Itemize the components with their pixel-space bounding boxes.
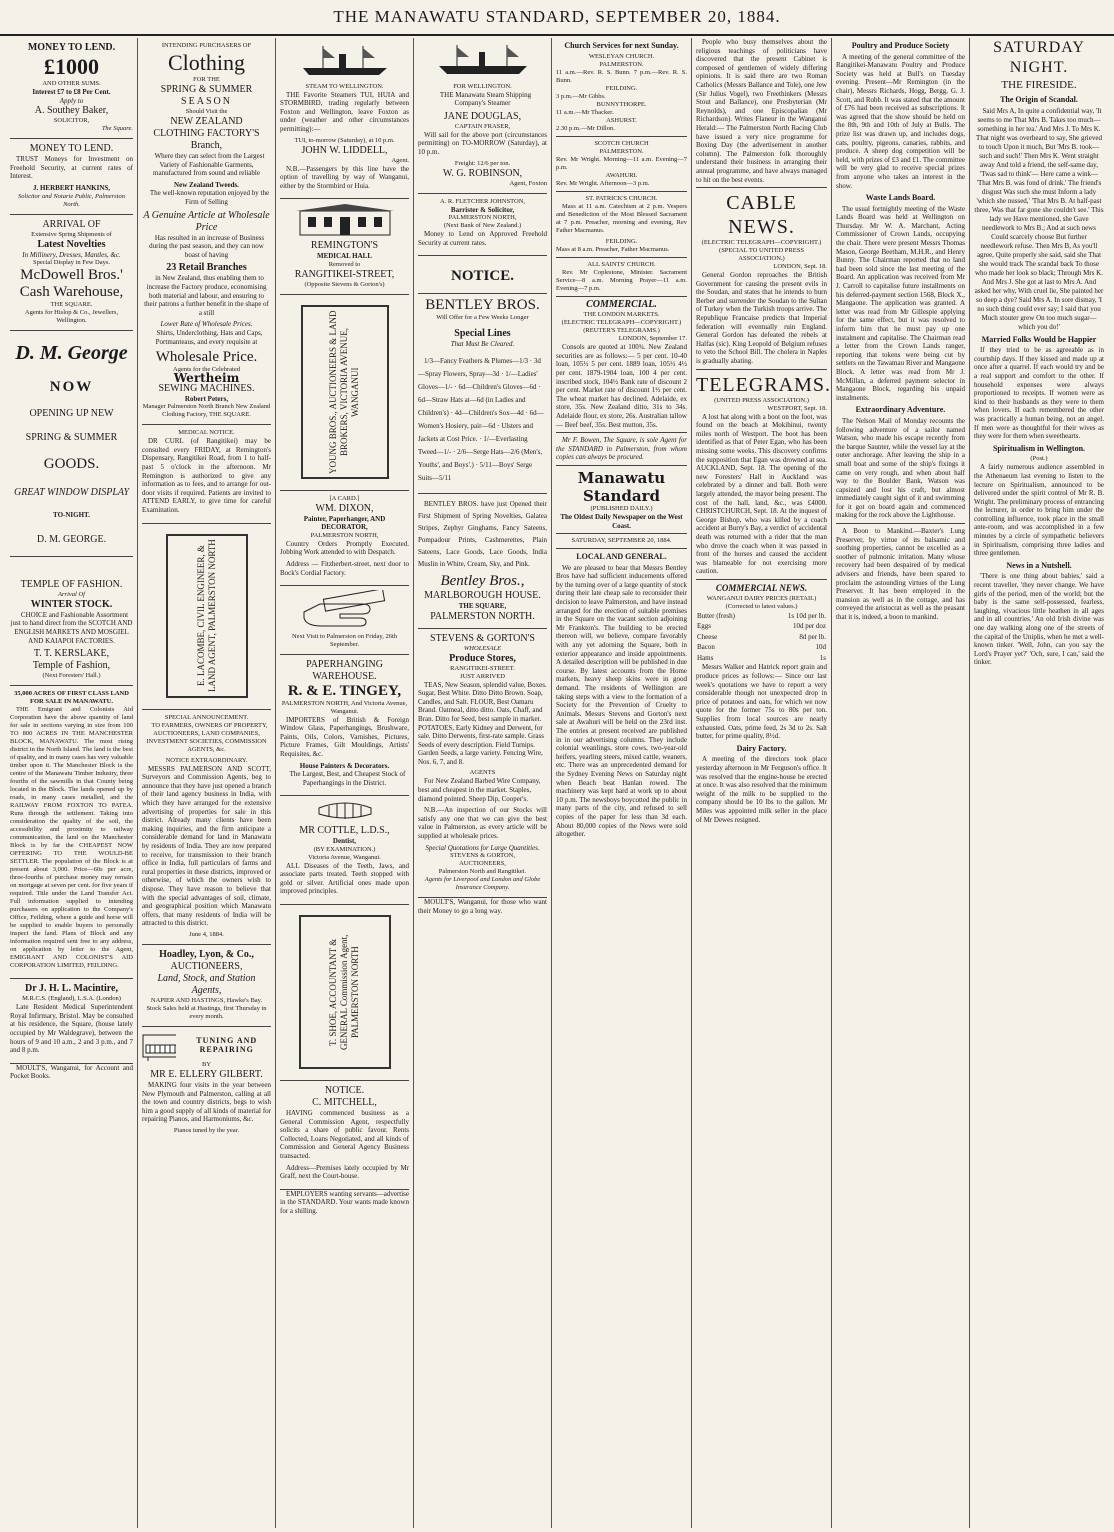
ad-special: Special Lines	[454, 328, 511, 340]
column-2	[138, 38, 276, 1528]
ad-title: MEDICAL NOTICE.	[178, 429, 235, 437]
ad-title: STEAM TO WELLINGTON.	[305, 82, 384, 90]
ad-machines: SEWING MACHINES.	[158, 382, 255, 394]
ad-genuine: A Genuine Article at Wholesale Price	[143, 209, 270, 233]
ad-name: BENTLEY BROS.	[425, 297, 540, 314]
ad-branch: Branch,	[190, 140, 223, 151]
section-heading: News in a Nutshell.	[1006, 560, 1072, 570]
ad-agent-role: Agent, Foxton	[509, 179, 547, 187]
dairy-row	[696, 621, 827, 632]
paper-daily: (PUBLISHED DAILY.)	[590, 504, 653, 512]
dairy-item: Hams	[697, 653, 714, 662]
doctor-ad	[10, 979, 133, 1064]
section-heading: Married Folks Would be Happier	[981, 334, 1097, 344]
ad-auct: AUCTIONEERS,	[459, 860, 506, 868]
dairy-table	[696, 611, 827, 664]
section-heading: Dairy Factory.	[736, 743, 787, 753]
dairy-item: Cheese	[697, 632, 718, 641]
ad-body: Where they can select from the Largest Variety of Fashionable Garments, manufactured from sound and reliable	[153, 152, 265, 178]
section-sub: THE FIRESIDE.	[1001, 79, 1077, 91]
ad-title: SPECIAL ANNOUNCEMENT.	[164, 713, 249, 721]
ad-arrived: JUST ARRIVED	[460, 672, 505, 680]
section-heading: TELEGRAMS.	[696, 373, 831, 396]
column-3	[276, 38, 414, 1528]
ad-lp: Agents for Liverpool and London and Globe Insurance Company.	[424, 876, 541, 892]
ad-name: MR COTTLE, L.D.S.,	[299, 825, 390, 837]
nutshell-body: 'There is one thing about babies,' said a recent traveller, 'they never change. We have girls of the period, men of the world; but the baby is the same self-possessed, fearless, laughing, vivacious little heathen in all ages and in all countries.' An old Irish divine was one day walking along one of the streets of the capital of the Uniplis, when he met a well-known tinker. 'Well, John, can you say the Lord's Prayer yet?' 'Och, sure, I can,' said the tinker.	[974, 572, 1104, 667]
ad-house: House Painters & Decorators.	[299, 761, 390, 770]
ad-title-2: NOTICE EXTRAORDINARY.	[165, 756, 248, 764]
church-times: 2.30 p.m.—Mr Dillon.	[556, 124, 615, 132]
factory-body: A meeting of the directors took place yesterday afternoon in Mr Ferguson's office. It was resolved that the engine-house be erected at once. It was also resolved that the minimum weight of the milk to be supplied to the company should be 10 lbs to the gallon. Mr Miles was appointed milk seller in the place of Mr Dewes resigned.	[696, 755, 827, 824]
extra-body: The Nelson Mail of Monday recounts the following adventure of a sailor named Watson, who made his escape recently from the barque Saunter, while the vessel lay at the outer anchorage. After leaving the ship in a small boat and some of the ship's fixings it came on very rough, and when about half way to the Boulder Bank, Watson was capsized and lost his craft, but almost immediately caught sight of it and swimming for it got on board again and commenced making for the rock above the Lighthouse.	[836, 416, 965, 520]
ad-cleared: That Must Be Cleared.	[450, 340, 515, 349]
markets-source: (ELECTRIC TELEGRAPH—COPYRIGHT.) (REUTER'S TELEGRAMS.)	[561, 319, 682, 335]
section-heading: COMMERCIAL.	[586, 298, 657, 310]
ad-agents-body: For New Zealand Barbed Wire Company, best and cheapest in the market. Staples, diamond pointed. Sheep Dip, Cooper's.	[418, 777, 541, 803]
ad-body: TEAS, New Season, splendid value, Boxes. Sugar, Best White. Ditto Ditto Brown. Soap, Candles, and Salt. FLOUR, Best Oamaru Brand. Oatmeal, ditto ditto. Oats, Chaff, and Bran. Ditto for Seed, best sample in market. POTATOES, Early Kidney and Derwent, for sale. Ditto Derwents, first-rate sample. Grass Seeds of every description. Field Turnips. Garden Seeds, a large variety. Fencing Wire, Nos. 6, 7, and 8.	[418, 680, 547, 766]
young-text: YOUNG BROS., AUCTIONEERS & LAND BROKERS, VICTORIA AVENUE, WANGANUI	[328, 309, 360, 474]
ad-agents: Agents for Hislop & Co., Jewellers, Wellington.	[24, 309, 119, 325]
masthead: THE MANAWATU STANDARD, SEPTEMBER 20, 1884.	[0, 0, 1114, 36]
ad-factory: CLOTHING FACTORY'S	[153, 128, 260, 139]
teeth-icon	[315, 800, 375, 822]
church-place: FEILDING.	[605, 237, 638, 245]
ad-nb: N.B.—An inspection of our Stocks will satisfy any one that we can give the best value in Palmerston, as every article will be supplied at wholesale prices.	[418, 806, 547, 841]
ad-body: THE Manawatu Steam Shipping Company's Steamer	[439, 90, 532, 108]
dairy-row	[696, 632, 827, 643]
dairy-row	[696, 611, 827, 622]
shoe-text: T. SHOE, ACCOUNTANT & GENERAL Commission Agent, PALMERSTON NORTH	[328, 934, 360, 1050]
ad-signature: D. M. GEORGE.	[36, 533, 107, 545]
dairy-body: Messrs Walker and Hatrick report grain and produce prices as follows:— Since our last week's quotations we have to report a very considerable though not unexpected drop in price of potatoes and oats, for which we now quote for the former 75s to 80s per ton. Supplies from local sources are nearly exhausted. Oats, prime feed, 2s 3d to 2s. Salt butter, for prime quality, 8½d.	[696, 663, 827, 741]
dairy-item: Butter (fresh)	[697, 611, 735, 620]
section-heading: LOCAL AND GENERAL.	[576, 552, 667, 562]
ad-name: WM. DIXON,	[315, 502, 374, 514]
ad-quals: M.R.C.S. (England), L.S.A. (London)	[22, 995, 121, 1003]
shoe-box	[299, 915, 391, 1069]
markets-date: LONDON, September 17.	[618, 335, 687, 343]
section-heading: Waste Lands Board.	[865, 193, 936, 203]
ad-body: ALL Diseases of the Teeth, Jaws, and associate parts treated. Teeth stopped with gold or silver. Artificial ones made upon improved principles.	[280, 861, 409, 896]
ad-special: Special Quotations for Large Quantities.	[425, 843, 540, 852]
ad-name: REMINGTON'S	[310, 239, 379, 251]
section-heading: Poultry and Produce Society	[851, 41, 950, 50]
special-announcement	[142, 710, 271, 945]
ad-name: MR E. ELLERY GILBERT.	[150, 1068, 263, 1080]
ad-agents: Agents for the Celebrated	[173, 366, 240, 374]
ad-wholesale: WHOLESALE	[463, 644, 502, 652]
young-bros-card	[280, 295, 409, 491]
section-heading: Spiritualism in Wellington.	[992, 443, 1086, 453]
dairy-row	[696, 642, 827, 653]
boon-body: A Boon to Mankind.—Baxter's Lung Preserver, by virtue of its balsamic and soothing properties, cannot be excelled as a soother of pulmonic irritation. Many whose recovery had been despaired of by medical advisers and friends, have been spared to proclaim the astounding virtues of the Lung Preserver. It has been employed in the mansion as well as in the cottage, and has conveyed the aristocrat as well as the peasant that it is, indeed, a boon to mankind.	[836, 527, 965, 621]
ad-address: MARLBOROUGH HOUSE.	[424, 589, 541, 601]
ad-goods: GOODS.	[43, 456, 100, 473]
spiritualism-post: (Post.)	[1030, 455, 1048, 463]
dairy-title: WANGANUI DAIRY PRICES (RETAIL)	[706, 594, 817, 602]
ad-rep: The well-known reputation enjoyed by the Firm of Selling	[149, 189, 270, 206]
ad-name: R. & E. TINGEY,	[287, 682, 402, 699]
ad-produce: Produce Stores,	[449, 652, 516, 664]
ad-open: OPENING UP NEW	[29, 408, 114, 420]
ad-highlight: WINTER STOCK.	[30, 598, 113, 610]
ad-role: Barrister & Solicitor,	[450, 205, 515, 214]
church-times: Rev. Mr Wright. Morning—11 a.m. Evening—7 p.m.	[556, 155, 687, 171]
ad-name: STEVENS & GORTON'S	[430, 632, 535, 644]
ad-branches: 23 Retail Branches	[166, 262, 247, 274]
hoadley-ad	[142, 945, 271, 1027]
ad-amount: £1000	[44, 54, 99, 79]
ad-body: Money to Lend on Approved Freehold Security at current rates.	[418, 230, 547, 247]
ad-body: Next Visit to Palmerston on Friday, 26th September.	[291, 632, 398, 648]
dairy-row	[696, 653, 827, 664]
column-6	[692, 38, 832, 1528]
ad-name: J. HERBERT HANKINS,	[32, 183, 111, 192]
ad-apply: Apply to	[59, 96, 84, 105]
ad-title: Clothing	[167, 50, 245, 75]
ad-body: CHOICE and Fashionable Assortment just to hand direct from the SCOTCH AND ENGLISH MARKETS AND MOSGIEL AND KAIAPOI FACTORIES.	[10, 610, 133, 645]
ad-name: D. M. George	[15, 342, 128, 365]
employers-ad: EMPLOYERS wanting servants—advertise in the STANDARD. Your wants made known for a shilling.	[280, 1189, 409, 1215]
ad-sub: Arrival Of	[58, 590, 85, 598]
ad-agents: AGENTS	[469, 769, 496, 777]
agent-notice: Mr F. Bowen, The Square, is sole Agent for the STANDARD in Palmerston, from whom copies can always be procured.	[556, 436, 687, 462]
ad-role: AUCTIONEERS,	[170, 960, 243, 972]
ad-pre: INTENDING PURCHASERS OF	[161, 42, 252, 49]
ad-script: Bentley Bros.,	[440, 572, 525, 589]
church-times: Rev. Mr Wright. Afternoon—3 p.m.	[556, 179, 650, 187]
ad-goods: In Millinery, Dresses, Mantles, &c.	[22, 250, 121, 259]
church-place: BUNNYTHORPE.	[596, 100, 647, 108]
telegrams-source: (UNITED PRESS ASSOCIATION.)	[714, 396, 809, 404]
section-title: SATURDAY NIGHT.	[993, 39, 1085, 76]
ad-sub: Extensive Spring Shipments of	[31, 230, 112, 238]
church-times: Mass at 11 a.m. Catechism at 2 p.m. Vespers and Benediction of the Most Blessed Sacrament at 7 p.m. Preacher, morning and evening, Rev Father Macmanus.	[556, 202, 687, 234]
ad-name: C. MITCHELL,	[312, 1097, 377, 1108]
steamship-icon	[295, 44, 395, 78]
cable-date: LONDON, Sept. 18.	[773, 263, 827, 271]
poem-body: Said Mrs A, In quite a confidential way, 'It seems to me That Mrs B. Takes too much—something in her tea.' And Mrs J. To Mrs K. That night was overheard to say, She grieved to touch Upon it much, But 'Mrs B. took—such and such!' Then Mrs K. Went straight away And told a friend, the self-same day, 'Twas sad to think'— Here came a wink— 'That Mrs B. was fond of drink.' The friend's disgust Was such she must Inform a lady 'which she nussed,' 'That Mrs B. At half-past three, Was that far gone she couldn't see.' This lady we Have mentioned, she Gave needlework to Mrs B.; And at such news Could scarcely choose But further needlework refuse. Then Mrs B, As you'll agree, Quite properly she said, said she That she would track The scandal back To those who made her look so black; Through Mrs K. And Mrs J. She got at last to Mrs A. And asked her why, With cruel lie, She painted her so deep a dye? Said Mrs A. In sore dismay, 'I no such thing could ever say; I said that you Much stouter grew On too much sugar—which you do!'	[974, 106, 1104, 331]
cottle-ad	[280, 796, 409, 905]
ad-name: Hoadley, Lyon, & Co.,	[159, 948, 254, 960]
steamship-icon	[433, 44, 533, 78]
church-name: ALL SAINTS' CHURCH.	[587, 260, 656, 268]
ad-next: (Next Bank of New Zealand.)	[443, 222, 522, 230]
ad-opp: (Opposite Stevens & Gorton's)	[304, 280, 385, 288]
ad-body: THE Emigrant and Colonists Aid Corporation have the above quantity of land for sale in sections varying in size from 100 TO 800 ACRES IN THE MANCHESTER BLOCK, MANAWATU. The most rising district in the North Island. The land is the best of quality, and in many cases has very valuable timber upon it. The Manchester Block is the centre of the Manawatu Timber Industry, three fourths of the sawmills in that County being located in the Block. The lands opened up by roads, in many cases metalled, and the RAILWAY FROM FOXTON TO PATEA. Runs through the settlement. Taking into consideration the quality of the soil, the accessibility and proximity to railway communication, the land on the Manchester Block is by far the CHEAPEST NOW OFFERING TO THE WOULD-BE SETTLER. The population of the Block is at present about 3,000. Price—60s per acre, three-fourths of purchase money may remain on mortgage at seven per cent. for five years if required. Title under the Land Transfer Act. Full information supplied to intending purchasers on application to the Company's Office, Feilding, where a guide and horse will be supplied to enable buyers to personally inspect the land. Plans of Block and any information required sent free to any address, on application by letter to the Agent, EMIGRANT AND COLONIST'S AID CORPORATION LIMITED, FEILDING.	[10, 706, 133, 970]
ad-note: Stock Sales held at Hastings, first Thursday in every month.	[146, 1004, 267, 1020]
clothing-factory-ad	[142, 38, 271, 425]
mitchell-ad	[280, 1081, 409, 1190]
ad-nz: NEW ZEALAND	[170, 116, 243, 127]
ad-name: T. T. KERSLAKE,	[33, 648, 110, 660]
tingey-ad	[280, 655, 409, 797]
tuning-ad	[142, 1027, 271, 1140]
ad-manager-role: Manager Palmerston North Branch New Zealand Clothing Factory, THE SQUARE.	[142, 403, 271, 419]
dairy-item: Bacon	[697, 643, 715, 652]
ad-body: Late Resident Medical Superintendent Royal Infirmary, Bristol. May be consulted at his residence, the Square, (house lately occupied by Mr Waldegrave), between the hours of 9 and 10 a.m., 2 and 3 p.m., and 7 and 8 p.m.	[10, 1003, 133, 1055]
ad-title: MONEY TO LEND.	[27, 42, 116, 53]
section-heading: CABLE NEWS.	[726, 192, 797, 239]
section-heading: Extraordinary Adventure.	[855, 405, 946, 415]
ad-wertheim: Wertheim	[173, 371, 240, 386]
medical-notice	[142, 425, 271, 523]
ad-pn: PALMERSTON NORTH.	[430, 610, 535, 622]
lacombe-text: E. LACOMBE, CIVIL ENGINEER, & LAND AGENT, PALMERSTON NORTH	[195, 539, 217, 693]
dairy-price: 8d per lb.	[799, 632, 826, 641]
bentley-ad	[418, 256, 547, 494]
ad-freight: Freight: 12/6 per ton.	[454, 159, 511, 167]
ad-card: [A CARD.]	[329, 494, 360, 502]
remington-ad	[280, 199, 409, 294]
ad-sq: THE SQUARE,	[458, 601, 507, 610]
ad-title: ARRIVAL OF	[42, 218, 101, 230]
ad-title: 35,000 ACRES OF FIRST CLASS LAND FOR SALE IN MANAWATU.	[14, 690, 129, 706]
cable-source: (ELECTRIC TELEGRAPH—COPYRIGHT.) (SPECIAL TO UNITED PRESS ASSOCIATION.)	[701, 239, 822, 263]
ad-body: BENTLEY BROS. have just Opened their First Shipment of Spring Novelties, Galatea Stripes, Zephyr Ginghams, Fancy Sateens, Pompadour Prints, Cashmerettes, Plain Sateens, Lace Goods, Lace Goods, India Muslin in White, Cream, Sky, and Pink.	[418, 499, 547, 568]
article-body: People who busy themselves about the religious teachings of politicians have discovered that the present Cabinet is composed of gentlemen of widely differing opinions. It is said there are two Roman Catholics (Messrs Ballance and Tole), one Jew (Sir Julius Vogel), two Freethinkers (Messrs Stout and Ballance), one Presbyterian (Mr Reynolds), and one Episcopalian (Mr Richardson). Writes Flaneur in the Wanganui Herald:— The Palmerston North Racing Club have issued a very nice programme for Boxing Day (the advertisement in another column). The Palmerston folk thoroughly understand their business in arranging their annual programme, and have always managed to hit on the best events.	[696, 38, 827, 184]
ad-address: PALMERSTON NORTH, And Victoria Avenue, Wanganui.	[281, 699, 408, 715]
ad-address: Victoria Avenue, Wanganui.	[308, 853, 381, 861]
ad-body: TO FARMERS, OWNERS OF PROPERTY, AUCTIONEERS, LAND COMPANIES, INVESTMENT SOCIETIES, COMMISSION AGENTS, &c.	[146, 721, 268, 753]
ad-by: BY	[201, 1060, 212, 1068]
ad-body-2: MESSRS PALMERSON AND SCOTT, Surveyors and Commission Agents, beg to announce that they have just opened a branch of their land agency business in India, with which they have arranged for the extensive advertising of properties for sale in this district. Already many clients have been making inquiries, and the firm anticipate a considerable demand for land in Manawatu by residents of India. They are now prepared to receive, for transmission to their branch office in India, full particulars of farms and rural properties in these districts, improved or otherwise, of which the owners wish to dispose. They have reason to believe that with the special advantages of soil, climate, and geographical position which Manawatu offers, that many residents of India will be attracted to this district.	[142, 764, 271, 928]
markets-title: THE LONDON MARKETS.	[583, 311, 660, 319]
ad-pn: Palmerston North and Rangitikei.	[438, 868, 527, 876]
ad-address: (Next Foresters' Hall.)	[42, 672, 101, 680]
ad-note: Special Display in Few Days.	[32, 259, 111, 267]
ad-body: DR CURL (of Rangitikei) may be consulted every FRIDAY, at Remington's Dispensary, Rangitikei Road, from 1 to half-past 5 o'clock in the afternoon. Mr Remington is authorized to give any information as to fees, and to arrange for out-door visits if required. Patients are invited to ATTEND EARLY, to give time for careful Examination.	[142, 437, 271, 515]
poem-title: The Origin of Scandal.	[1000, 95, 1078, 104]
ad-title: TUNING AND REPAIRING	[196, 1036, 258, 1054]
church-name: WESLEYAN CHURCH.	[588, 52, 655, 60]
spiritualism-body: A fairly numerous audience assembled in the Athenaeum last evening to listen to the lecture on Spiritualism, announced to be delivered under the spirit control of Mr R. B. Wright. The preliminary process of entrancing the lecturer, in order to bring him under the controlling influence, took place in the small ante-room, and was accomplished in a few minutes by a circle of sympathetic believers in Spiritualism, comprising three ladies and three gentlemen.	[974, 463, 1104, 558]
telegrams-date: WESTPORT, Sept. 18.	[767, 404, 827, 412]
ad-now: NOW	[49, 379, 94, 396]
ad-visit: Should Visit the	[185, 108, 228, 115]
ad-body: TRUST Moneys for Investment on Freehold Security, at current rates of Interest.	[10, 155, 133, 181]
ad-street: RANGITIKEI-STREET,	[294, 268, 395, 280]
money-to-lend-ad	[10, 38, 133, 139]
ad-agent-role: Agent.	[391, 156, 409, 164]
ad-date: June 4, 1884.	[189, 930, 224, 938]
paper-oldest: The Oldest Daily Newspaper on the West Coast.	[560, 512, 683, 530]
fletcher-ad	[418, 194, 547, 257]
ad-sail: Will sail for the above port (circumstances permitting) on TO-MORROW (Saturday), at 10 p.m.	[418, 130, 547, 156]
ad-name: A. Southey Baker,	[34, 105, 109, 117]
ad-nb: N.B.—Passengers by this line have the option of travelling by way of Wanganui, either by the Stormbird or Huia.	[280, 164, 409, 190]
ad-shop: Temple of Fashion,	[32, 660, 111, 672]
ad-body: Country Orders Promptly Executed. Jobbing Work attended to with Despatch.	[280, 539, 409, 557]
ad-address: The Square.	[101, 125, 133, 133]
ad-body: MAKING four visits in the year between New Plymouth and Palmerston, calling at all the town and country districts, begs to wish him a good supply of all kinds of material for repairing Pianos, and Harmoniums, &c.	[142, 1080, 271, 1124]
lacombe-card	[142, 524, 271, 710]
ad-address: NAPIER AND HASTINGS, Hawke's Bay.	[150, 996, 263, 1004]
ad-items: 1/3—Fancy Feathers & Plumes—1/3 · 3d—Spray Flowers, Spray—3d · 1/—Ladies' Gloves—1/- · 6d—Children's Gloves—6d · 6d—Straw Hats at—6d (in Ladies and Children's) · 4d—Children's Sox—4d · 6d—Women's Hosiery, pair—6d · Ulsters and Jackets at Cost Price. · 1/—Everlasting Tweed—1/- · 2/6—Serge Hats—2/6 (Men's, Youths', and Boys'.) · 5/11—Boys' Serge Suits—5/11	[418, 356, 544, 482]
paper-date: SATURDAY, SEPTEMBER 20, 1884.	[571, 537, 672, 545]
ad-address: PALMERSTON NORTH,	[310, 531, 379, 539]
church-place: PALMERSTON.	[599, 147, 644, 155]
dairy-corrected: (Corrected to latest values.)	[725, 602, 798, 610]
paper-title: Manawatu Standard	[577, 468, 666, 505]
ad-title: MONEY TO LEND.	[29, 143, 114, 155]
ad-role: Dentist,	[332, 837, 357, 846]
column-5	[552, 38, 692, 1528]
ad-body: THE Favorite Steamers TUI, HUIA and STORMBIRD, trading regularly between Foxton and Wellington, leave Foxton as under (weather and other circumstances permitting):—	[280, 90, 409, 133]
pointing-hand-icon	[300, 590, 390, 630]
stevens-gorton-ad	[418, 629, 547, 899]
ad-body: Land, Stock, and Station Agents,	[157, 972, 256, 996]
ad-lower: Lower Rate of Wholesale Prices.	[160, 320, 253, 329]
church-place: PALMERSTON.	[599, 60, 644, 68]
telegrams-body: A lost hat along with a boot on the foot, was found on the beach at Mokihinui, twenty miles north of Westport. The boot has been identified as that of Peter Egan, who has been missing some weeks. This discovery confirms the supposition that Egan was drowned at sea. AUCKLAND, Sept. 18. The opening of the new Foresters' Hall in Auckland was celebrated by a dinner and ball. Both were largely attended, the mayor being present. The cost of the hall, land, &c., was £4000. CHRISTCHURCH, Sept. 18. At the inquest of George Bishop, who was killed by a coach accident at Burry's Bay, a verdict of accidental death was returned with a rider that the man who drove the coach when it was passed in front of the horses and caused the accident was blameable for not exercising more caution.	[696, 412, 827, 576]
church-name: SCOTCH CHURCH	[594, 139, 649, 147]
ad-shirts: Shirts, Underclothing, Hats and Caps, Portmanteaus, and every requisite at	[155, 328, 263, 346]
column-1	[6, 38, 138, 1528]
ad-sailing: TUI, to-morrow (Saturday), at 10 p.m.	[294, 136, 395, 144]
ad-highlight: Latest Novelties	[37, 238, 106, 250]
ad-wholesale: Wholesale Price.	[155, 349, 258, 366]
ad-season-2: SEASON	[181, 96, 232, 107]
ad-title: NOTICE.	[324, 1085, 365, 1096]
ad-sub: AND OTHER SUMS.	[42, 80, 101, 87]
steam-wellington-ad	[280, 38, 409, 199]
markets-body: Consols are quoted at 100¾. New Zealand securities are as follows:— 5 per cent. 10-40 loan, 105½ 5 per cent. 1889 loan, 105½ 4½ per cent. 1879-1904 loan, 100 4 per cent. inscribed stock, 104½ Bank rate of discount 2 per cent. Market rate of discount 1½ per cent. The wheat market has declined. Adelaide, ex store, 35s. New Zealand ditto, 31s to 34s. Adelaide flour, ex store, 26s. Australian tallow— Beef beef, 35s. Best mutton, 35s.	[556, 343, 687, 429]
church-times: 11 a.m.—Mr Thacker.	[556, 108, 614, 116]
column-7	[832, 38, 970, 1528]
ad-address: Address—Premises lately occupied by Mr Graff, next the Court-house.	[280, 1163, 409, 1181]
poultry-body: A meeting of the general committee of the Rangitikei-Manawatu Poultry and Produce Society was held at Bull's on Tuesday evening. Present—Mr Remington (in the chair), Messrs Richards, Hogg, Bergg, G. J. Scott, and Robb. It was stated that the amount of £76 had been received as subscriptions. It was agreed that the show should be held on the 8th, 9th and 10th of July at Bulls. The prize list was drawn up, and includes dogs, cats, poultry, pigeons, canaries, rabbits, and produce. A sheep dog competition will be held, with prizes of £3 and £1. The committee will be very glad to receive special prizes from anyone who takes an interest in the show.	[836, 52, 965, 190]
visit-ad	[280, 586, 409, 655]
ad-title: TEMPLE OF FASHION.	[20, 578, 123, 590]
ad-agent: JOHN W. LIDDELL,	[301, 144, 388, 156]
ad-body: IMPORTERS of British & Foreign Window Glass, Paperhangings, Brushware, Paints, Oils, Colors, Varnishes, Pictures, Picture Frames, Gilt Mouldings, Artists' Requisites, &c.	[280, 715, 409, 759]
ad-notice: NOTICE.	[451, 268, 514, 285]
young-box	[301, 305, 389, 479]
ad-tweeds: New Zealand Tweeds.	[174, 180, 239, 189]
ad-name: A. R. FLETCHER JOHNSTON,	[439, 197, 526, 205]
ad-for: FOR THE	[193, 76, 220, 83]
ad-foot: Pianos tuned by the year.	[173, 1126, 240, 1134]
ad-tonight: TO-NIGHT.	[53, 511, 90, 520]
george-ad	[10, 331, 133, 557]
ad-agent: W. G. ROBINSON,	[442, 167, 523, 179]
column-8	[970, 38, 1108, 1528]
ad-address: PALMERSTON NORTH,	[448, 214, 517, 222]
ad-signature: STEVENS & GORTON,	[449, 852, 516, 860]
church-place: FEILDING.	[605, 84, 638, 92]
church-place: ASHURST.	[606, 116, 637, 124]
ad-body: HAVING commenced business as a General Commission Agent, respectfully solicits a share of public favour. Rents Collected, Loans Negotiated, and all kinds of Commission and General Agency Business transacted.	[280, 1109, 409, 1160]
bentley-novelties-ad	[418, 494, 547, 629]
moult-ad: MOULT'S, Wanganui, for Account and Pocket Books.	[10, 1063, 133, 1081]
dairy-price: 1s	[819, 653, 826, 662]
ad-display: GREAT WINDOW DISPLAY	[14, 487, 129, 499]
church-times: 3 p.m.—Mr Gibbs.	[556, 92, 606, 100]
ad-ship: JANE DOUGLAS,	[443, 110, 522, 122]
ad-role: SOLICITOR,	[53, 117, 90, 125]
local-body: We are pleased to hear that Messrs Bentley Bros have had sufficient inducements offered by the turning over of a large quantity of stock during their late cheap sale to reconsider their decision to leave Palmerston, and have instead arranged for the erection of suitable premises in the Square on the vacant section adjoining Mr Frankton's. The building to be erected thereon will, we believe, compare favorably with any yet adorning the Square, both in exterior appearance and inside appointments. A detailed description will be published in due course. By latest accounts from the Home markets, heavy sheep skins were in good demand. The residents of Wellington are taking steps with a view to the formation of a Society for the Prevention of Cruelty to Animals. Messrs Stevens and Gorton's next sale at Awahuri will be held on the 23rd inst. The entries at present received are published in in our advertising columns. They include colonial weanlings, store cows, two-year-old heifers, yearling steers, mixed cattle, weaners, etc. There was an unprecedented demand for the Sydney Evening News on Saturday night when Beach beat Hanlan rowed. The machinery was kept hard at work up to about 10 p.m. The newsboys boycotted the public in many parts of the city, and refused to sell copies of the paper for less than 3d each. About 80,000 copies of the News were sold altogether.	[556, 563, 687, 839]
ad-offer: Will Offer for a Few Weeks Longer	[436, 314, 529, 322]
ad-stock: The Largest, Best, and Cheapest Stock of Paperhangings in the District.	[289, 770, 406, 787]
jane-douglas-ad	[418, 38, 547, 194]
church-name: ST. PATRICK'S CHURCH.	[585, 194, 658, 202]
shoe-card	[280, 905, 409, 1081]
church-times: Mass at 8 a.m. Preacher, Father Macmanus.	[556, 245, 670, 253]
married-body: If they tried to be as agreeable as in courtship days. If they kissed and made up at once after a quarrel. If each would try and be a real support and comfort to the other. If household expenses were always proportioned to receipts. If women were as kind to their husbands as they were to them when lovers. If each remembered the other was practically a human being, not an angel. If men were as thoughtful for their wives as they were for them when sweethearts.	[974, 346, 1104, 441]
ad-removed: Removed to	[328, 260, 361, 268]
ad-role: Solicitor and Notarie Public, Palmerston North.	[17, 192, 126, 208]
dairy-price: 10d per doz	[792, 622, 826, 631]
church-times: 11 a.m.—Rev. R. S. Bunn. 7 p.m.—Rev. R. S. Bunn.	[556, 68, 687, 84]
ad-rate: Interest £7 to £8 Per Cent.	[32, 88, 111, 96]
ad-address: RANGITIKEI-STREET.	[450, 664, 515, 672]
ad-trade: Painter, Paperhanger, AND DECORATOR,	[303, 514, 386, 532]
ad-title: FOR WELLINGTON.	[453, 82, 512, 90]
land-sale-ad	[10, 686, 133, 979]
mcdowell-ad	[10, 215, 133, 332]
waste-body: The usual fortnightly meeting of the Waste Lands Board was held at Wellington on Thursday. Mr W. A. Marchant, Acting Commissioner of Crown Lands, occupying the chair. There were present Messrs Thomas Mason, George Beetham, M.H.R., and Henry Bunny. The Chairman reported that no land had been sold since the last meeting of the Board. An application was received from Mr J. Carroll to capitalise future installments on his deferred-payment section 1568, Block X., Mangaone. The application was granted. A letter was read from Mr Gillespie applying for the same effect, but it was resolved to inform him that he must pay up one instalment and capitalise. The Chairman read a letter from the Crown Lands ranger, reporting that tokens were being cut by settlers on the Tawamau River and Mangaone Block. A letter was read from Mr J. McMillan, a deferred payment selector in Mangaone Block, regarding his unpaid instalments.	[836, 204, 965, 402]
ad-shop-2: Cash Warehouse,	[19, 284, 124, 301]
moult-ad: MOULT'S, Wanganui, for those who want their Money to go a long way.	[418, 898, 547, 915]
column-4	[414, 38, 552, 1528]
church-times: Rev. Mr Coplestone, Minister. Sacrament Service—8 a.m. Morning Prayer—11 a.m. Evening—7 p.m.	[556, 268, 687, 292]
dairy-price: 1s 10d per lb.	[787, 611, 826, 620]
dairy-item: Eggs	[697, 622, 711, 631]
money-to-lend-ad-2	[10, 139, 133, 214]
dixon-ad	[280, 491, 409, 587]
ad-addr-full: Address — Fitzherbert-street, next door to Bock's Cordial Factory.	[280, 559, 409, 577]
cable-body: General Gordon reproaches the British Government for causing the present evils in the Soudan, and states that he intends to burn Berber and surrender the Soudan to the Sultan of Turkey when the Turkish troops arrive. The Republique Francaise predicts that Imperial federation will eventually ruin England. General Gordon has defeated the rebels at Halfas (sic). King Leopold of Belgium refuses to veto the School Bill. The cholera in Naples is gradually abating.	[696, 271, 827, 366]
ad-season: SPRING & SUMMER	[160, 84, 253, 95]
newspaper-columns	[6, 38, 1108, 1528]
ad-hall: MEDICAL HALL	[316, 251, 373, 260]
building-icon	[290, 203, 400, 237]
ad-increase: Has resulted in an increase of Business during the past season, and they can now boast of having	[149, 233, 265, 259]
lacombe-box	[166, 534, 248, 698]
ad-manager: Robert Peters,	[184, 394, 229, 403]
ad-address: THE SQUARE.	[50, 301, 93, 309]
dairy-price: 10d	[815, 643, 826, 652]
section-heading: COMMERCIAL NEWS.	[715, 582, 808, 593]
piano-icon	[142, 1031, 176, 1061]
ad-title: PAPERHANGING WAREHOUSE.	[306, 658, 383, 682]
church-place: AWAHURI.	[605, 171, 638, 179]
ad-name: Dr J. H. L. Macintire,	[25, 983, 118, 995]
ad-captain: CAPTAIN FRASER,	[454, 122, 511, 130]
ad-branches-body: in New Zealand, thus enabling them to increase the Factory produce, economising both material and labour, and ensuring to their patrons a further benefit in the shape of a still	[144, 274, 269, 317]
ad-exam: (BY EXAMINATION.)	[313, 845, 376, 853]
ad-spring: SPRING & SUMMER	[25, 432, 118, 444]
ad-shop: McDowell Bros.'	[20, 267, 123, 284]
temple-fashion-ad	[10, 575, 133, 686]
church-title: Church Services for next Sunday.	[564, 41, 679, 50]
